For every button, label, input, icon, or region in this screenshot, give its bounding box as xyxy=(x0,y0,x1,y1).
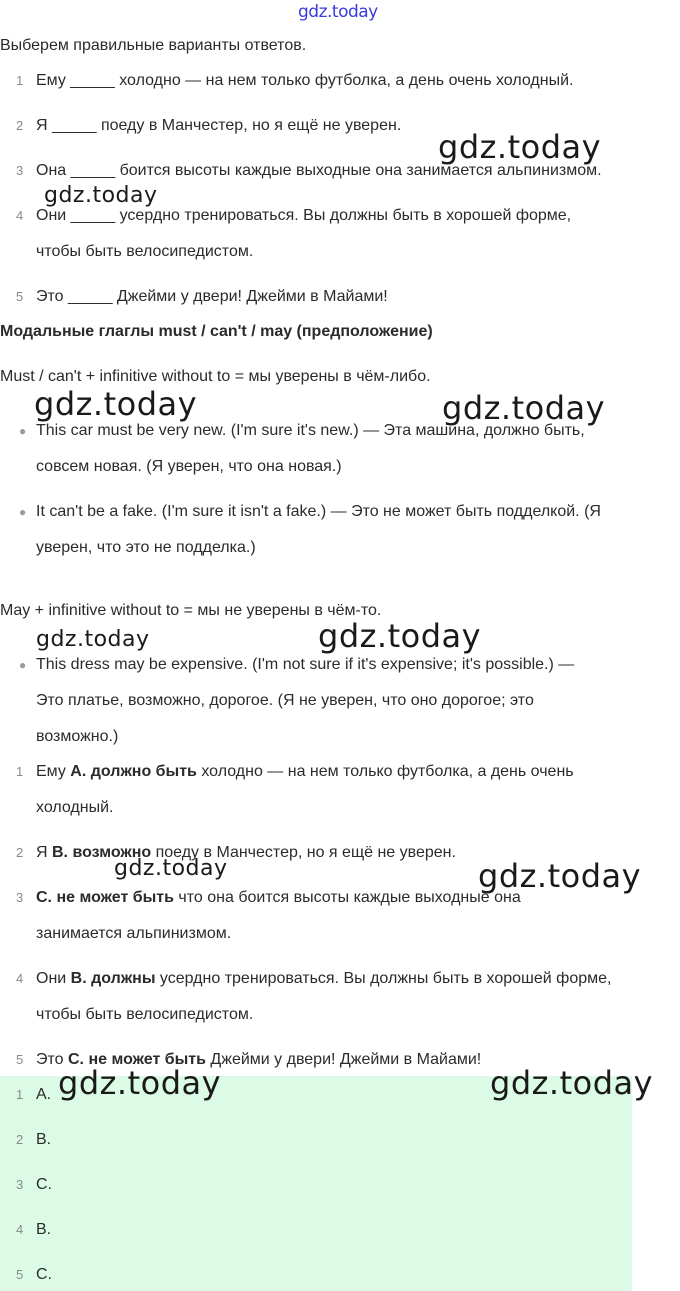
watermark: gdz.today xyxy=(438,128,602,166)
watermark: gdz.today xyxy=(34,385,198,423)
watermark: gdz.today xyxy=(478,857,642,895)
question-number: 5 xyxy=(16,289,24,304)
answer-number: 5 xyxy=(16,1267,24,1282)
question-number: 1 xyxy=(16,73,24,88)
site-logo[interactable]: gdz.today xyxy=(298,2,378,22)
question-number: 3 xyxy=(16,163,24,178)
answer-text: A. xyxy=(36,1086,52,1103)
question-text: Она _____ боится высоты каждые выходные она занимается альпинизмом. xyxy=(36,162,602,179)
solution-number: 5 xyxy=(16,1052,24,1067)
solution-text: Они B. должны усердно тренироваться. Вы должны быть в хорошей форме, xyxy=(36,970,612,987)
answer-text: B. xyxy=(36,1131,52,1148)
bullet-icon: ● xyxy=(19,505,27,519)
intro-text: Выберем правильные варианты ответов. xyxy=(0,37,307,54)
grammar-heading: Модальные глаглы must / can't / may (предположение) xyxy=(0,323,433,340)
example-text: This dress may be expensive. (I'm not sure if it's expensive; it's possible.) — xyxy=(36,656,575,673)
watermark: gdz.today xyxy=(58,1064,222,1102)
solution-number: 3 xyxy=(16,890,24,905)
watermark: gdz.today xyxy=(442,389,606,427)
answer-number: 4 xyxy=(16,1222,24,1237)
answer-number: 2 xyxy=(16,1132,24,1147)
bullet-icon: ● xyxy=(19,658,27,672)
answer-text: C. xyxy=(36,1266,52,1283)
solution-text: Я B. возможно поеду в Манчестер, но я ещё не уверен. xyxy=(36,844,456,861)
question-text: Это _____ Джейми у двери! Джейми в Майами! xyxy=(36,288,388,305)
example-text-continued: Это платье, возможно, дорогое. (Я не уверен, что оно дорогое; это xyxy=(36,692,534,709)
solution-number: 1 xyxy=(16,764,24,779)
answer-box xyxy=(0,1076,632,1291)
question-text: Я _____ поеду в Манчестер, но я ещё не уверен. xyxy=(36,117,402,134)
solution-answer: C. не может быть xyxy=(36,889,174,906)
solution-answer: C. не может быть xyxy=(68,1051,206,1068)
example-text: It can't be a fake. (I'm sure it isn't a fake.) — Это не может быть подделкой. (Я xyxy=(36,503,601,520)
solution-answer: A. должно быть xyxy=(70,763,197,780)
answer-number: 1 xyxy=(16,1087,24,1102)
question-number: 4 xyxy=(16,208,24,223)
solution-text-continued: занимается альпинизмом. xyxy=(36,925,232,942)
solution-text-continued: холодный. xyxy=(36,799,114,816)
watermark: gdz.today xyxy=(36,627,150,652)
solution-text-continued: чтобы быть велосипедистом. xyxy=(36,1006,254,1023)
question-number: 2 xyxy=(16,118,24,133)
example-text-continued: уверен, что это не подделка.) xyxy=(36,539,256,556)
watermark: gdz.today xyxy=(490,1064,654,1102)
solution-text: C. не может быть что она боится высоты каждые выходные она xyxy=(36,889,521,906)
question-text: Они _____ усердно тренироваться. Вы должны быть в хорошей форме, xyxy=(36,207,572,224)
solution-text: Ему A. должно быть холодно — на нем только футболка, а день очень xyxy=(36,763,574,780)
grammar-rule-must: Must / can't + infinitive without to = мы уверены в чём-либо. xyxy=(0,368,431,385)
example-text: This car must be very new. (I'm sure it's new.) — Эта машина, должно быть, xyxy=(36,422,585,439)
watermark: gdz.today xyxy=(318,617,482,655)
answer-number: 3 xyxy=(16,1177,24,1192)
question-text: Ему _____ холодно — на нем только футболка, а день очень холодный. xyxy=(36,72,574,89)
question-text-continued: чтобы быть велосипедистом. xyxy=(36,243,254,260)
solution-answer: B. возможно xyxy=(52,844,152,861)
solution-number: 4 xyxy=(16,971,24,986)
solution-number: 2 xyxy=(16,845,24,860)
watermark: gdz.today xyxy=(44,183,158,208)
watermark: gdz.today xyxy=(114,856,228,881)
solution-text: Это C. не может быть Джейми у двери! Джейми в Майами! xyxy=(36,1051,482,1068)
answer-text: C. xyxy=(36,1176,52,1193)
example-text-continued: совсем новая. (Я уверен, что она новая.) xyxy=(36,458,342,475)
solution-answer: B. должны xyxy=(70,970,156,987)
bullet-icon: ● xyxy=(19,424,27,438)
answer-text: B. xyxy=(36,1221,52,1238)
example-text-continued: возможно.) xyxy=(36,728,119,745)
grammar-rule-may: May + infinitive without to = мы не уверены в чём-то. xyxy=(0,602,382,619)
